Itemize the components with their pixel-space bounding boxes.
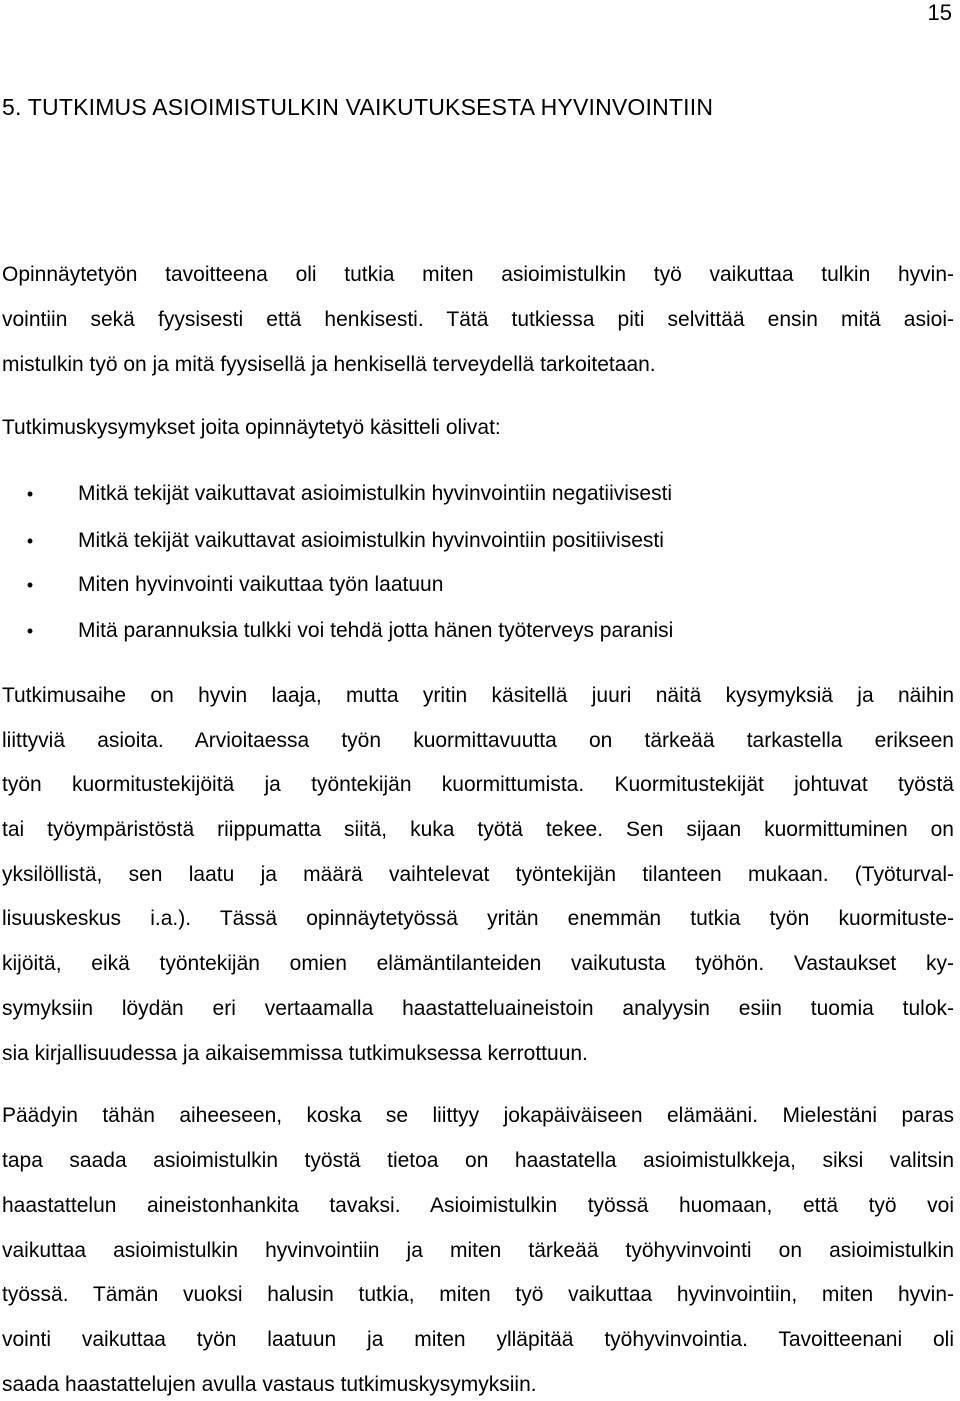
text-line: yksilöllistä, sen laatu ja määrä vaihtelevat työntekijän tilanteen mukaan. (Työturval- xyxy=(2,863,954,886)
list-item-text: Miten hyvinvointi vaikuttaa työn laatuun xyxy=(78,573,444,596)
text-line: sia kirjallisuudessa ja aikaisemmissa tutkimuksessa kerrottuun. xyxy=(2,1042,588,1065)
text-line: saada haastattelujen avulla vastaus tutkimuskysymyksiin. xyxy=(2,1373,537,1396)
text-line: lisuuskeskus i.a.). Tässä opinnäytetyössä yritän enemmän tutkia työn kuormituste- xyxy=(2,907,954,930)
questions-intro: Tutkimuskysymykset joita opinnäytetyö käsitteli olivat: xyxy=(2,416,501,439)
bullet-icon: • xyxy=(26,484,34,504)
bullet-icon: • xyxy=(26,621,34,641)
bullet-icon: • xyxy=(26,531,34,551)
text-line: tapa saada asioimistulkin työstä tietoa on haastatella asioimistulkkeja, siksi valitsin xyxy=(2,1149,954,1172)
text-line: Tutkimusaihe on hyvin laaja, mutta yritin käsitellä juuri näitä kysymyksiä ja näihin xyxy=(2,684,954,707)
text-line: mistulkin työ on ja mitä fyysisellä ja henkisellä terveydellä tarkoitetaan. xyxy=(2,353,656,376)
text-line: kijöitä, eikä työntekijän omien elämäntilanteiden vaikutusta työhön. Vastaukset ky- xyxy=(2,952,954,975)
list-item-text: Mitkä tekijät vaikuttavat asioimistulkin hyvinvointiin negatiivisesti xyxy=(78,482,673,505)
list-item-text: Mitkä tekijät vaikuttavat asioimistulkin hyvinvointiin positiivisesti xyxy=(78,529,664,552)
text-line: vointi vaikuttaa työn laatuun ja miten ylläpitää työhyvinvointia. Tavoitteenani oli xyxy=(2,1328,954,1351)
section-heading: 5. TUTKIMUS ASIOIMISTULKIN VAIKUTUKSESTA HYVINVOINTIIN xyxy=(2,94,714,120)
page-number: 15 xyxy=(927,0,952,25)
text-line: symyksiin löydän eri vertaamalla haastatteluaineistoin analyysin esiin tuomia tulok- xyxy=(2,997,954,1020)
text-line: liittyviä asioita. Arvioitaessa työn kuormittavuutta on tärkeää tarkastella erikseen xyxy=(2,729,954,752)
text-line: tai työympäristöstä riippumatta siitä, kuka työtä tekee. Sen sijaan kuormittuminen on xyxy=(2,818,954,841)
text-line: Opinnäytetyön tavoitteena oli tutkia miten asioimistulkin työ vaikuttaa tulkin hyvin- xyxy=(2,263,954,286)
bullet-icon: • xyxy=(26,575,34,595)
text-line: Päädyin tähän aiheeseen, koska se liittyy jokapäiväiseen elämääni. Mielestäni paras xyxy=(2,1104,954,1127)
text-line: haastattelun aineistonhankita tavaksi. Asioimistulkin työssä huomaan, että työ voi xyxy=(2,1194,954,1217)
list-item-text: Mitä parannuksia tulkki voi tehdä jotta hänen työterveys paranisi xyxy=(78,619,674,642)
text-line: työssä. Tämän vuoksi halusin tutkia, miten työ vaikuttaa hyvinvointiin, miten hyvin- xyxy=(2,1283,954,1306)
text-line: työn kuormitustekijöitä ja työntekijän kuormittumista. Kuormitustekijät johtuvat työstä xyxy=(2,773,954,796)
text-line: vaikuttaa asioimistulkin hyvinvointiin ja miten tärkeää työhyvinvointi on asioimistulkin xyxy=(2,1239,954,1262)
text-line: vointiin sekä fyysisesti että henkisesti. Tätä tutkiessa piti selvittää ensin mitä asioi- xyxy=(2,308,954,331)
